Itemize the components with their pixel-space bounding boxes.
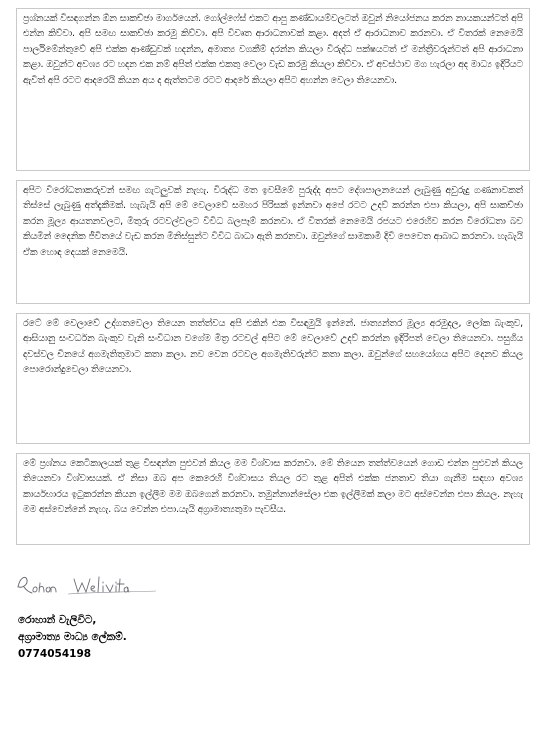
paragraph-4: මේ ප්‍රශ්නය කෙටිකාලයක් තුළ විසඳන්න පුළුවන් කියල මම විශ්වාස කරනවා. මේ තියෙන තත්ත්වයෙන් ගොඩ එන්න පුළුවන් කියල තියෙනවා විශ්වාසයක්. ඒ නිසා ඔබ අප කෙරෙහි විශ්වාසය තියල රට තුළ අපිත් එක්ක ජනතාව තියා ගැනීම සඳහා අවශ්‍ය කාර්යභාරය ඉටුකරන්න කියන ඉල්ලීම මම ඔබගෙන් කරනවා. තමුන්නාන්සේලා එක ඉල්ලීමක් කලා මට අස්වෙන්න එපා කියල. නැහැ මම අස්වෙන්නේ නැහැ. බය වෙන්න එපා.යැයි අග්‍රාමාත්‍යතුමා පැවසීය.: [16, 453, 530, 545]
signatory-title: අග්‍රාමාත්‍ය මාධ්‍ය ලේකම්.: [18, 630, 127, 643]
paragraph-2: අපිට විරෝධතාකරුවන් සමඟ ගැටලුවක් නැහැ. විරුද්ධ මත ඉවසීමේ පුරුද්ද අපට දේශපාලනයෙන් ලැබුණු අවුරුදු ගණනාවකත් තිස්සේ ලැබුණු අත්දැකීමක්. හැබැයි අපි මේ වෙලාවේ සමහර පිරිසක් ඉන්නවා අපේ රටට උදව් කරන්න එපා කියලා, අපි සාකච්ඡා කරන මූල්‍ය ආයතනවලට, මිතුරු රටවල්වලට විවිධ බලපෑම් කරනවා. ඒ විතරක් නෙමෙයි රජයට එරෙහිව කරන විරෝධතා බව කියමින් දෛනික ජීවිතයේ වැඩ කරන මිනිස්සුන්ට විවිධ බාධා ඇති කරනවා. ඔවුන්ගේ සාමකාමී දිවි පෙවෙත ආබාධ කරනවා. හැබැයි ඒක හොඳ දෙයක් නෙමෙයි.: [16, 180, 530, 304]
signature-block: [18, 612, 127, 662]
handwritten-signature: [16, 571, 166, 597]
signatory-phone: 0774054198: [18, 647, 92, 660]
paragraph-1: ප්‍රශ්නයක් විසඳගන්න ඕන සාකච්ඡා මාර්ගයෙන්. ගෝල්ෆේස් එකට ආපු කණ්ඩායම්වලටත් ඔවුන් නියෝජනය කරන නායකයන්ටත් අපි එන්න කිව්වා. අපි සමඟ සාකච්ඡා කරමු කිව්වා. අපි විවෘත ආරාධනාවක් කළා. අදත් ඒ ආරාධනාව කරනවා. ඒ විතරක් නෙමෙයි පාර්ලිමේන්තුවේ අපි එක්ක ආණ්ඩුවක් හදන්න, අමාත්‍ය වගකීම් දරන්න කියලා විරුද්ධ පක්ෂයටත් ඒ මන්ත්‍රීවරුන්ටත් අපි ආරාධනා කළා. ඔවුන්ට අවශ්‍ය රට හදන එක නම් අපිත් එක්ක එකතු වෙලා වැඩ කරමු කියලා කිව්වා. ඒ අවස්ථාව මග හැරලා අද මාධ්‍ය ඉදිරියට ඇවිත් අපි රටට ආදරෙයි කියන අය ද ඇත්තටම රටට ආදරේ කියලා අපිට අහන්න වෙලා තියෙනවා.: [16, 8, 530, 171]
paragraph-3: රටේ මේ වෙලාවේ උද්ගතවෙලා තියෙන තත්ත්වය අපි එකින් එක විසඳමුයි ඉන්නේ. ජාත්‍යන්තර මූල්‍ය අරමුදල, ලෝක බැංකුව, ආසියානු සංවර්ධන බැංකුව වැනි සංවිධාන වගේම මිත්‍ර රටවල් අපිට මේ වෙලාවේ උදව් කරන්න ඉදිරිපත් වෙලා තියෙනවා. පසුගිය දවස්වල චීනයේ අගමැතිතුමාට කතා කලා. නව වෙන රටවල අගමැතිවරුන්ට කතා කලා. ඔවුන්ගේ සහයෝගය අපිට දෙනව කියල පොරොන්දුවෙලා තියෙනවා.: [16, 313, 530, 444]
signatory-name: රොහාන් වැලිවිට,: [18, 614, 97, 626]
